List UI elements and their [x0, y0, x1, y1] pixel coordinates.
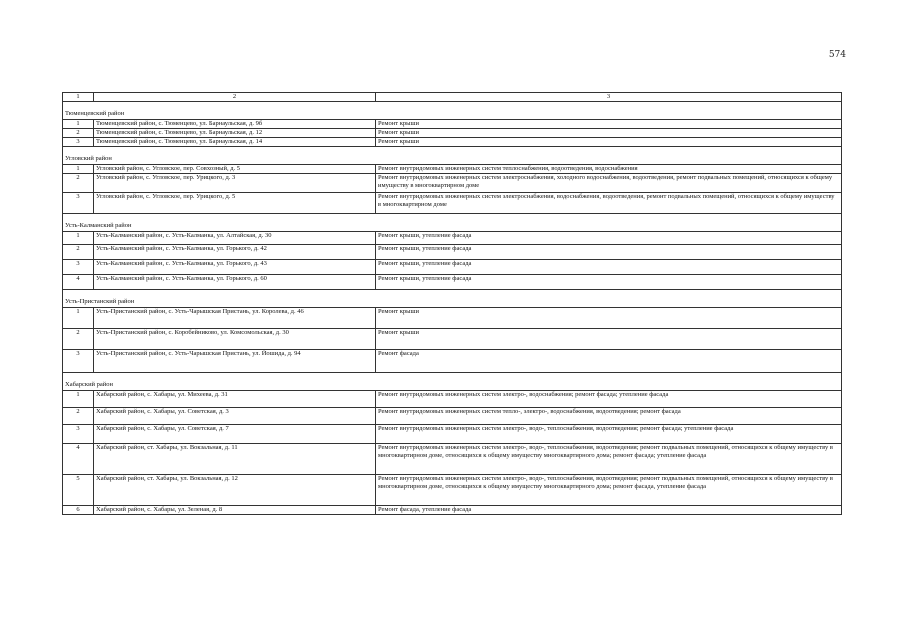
row-works: Ремонт внутридомовых инженерных систем электро-, водо-, теплоснабжения, водоотведения; ремонт подвальных помещений, относящихся к общему имуществу в многоквартирном доме, относящихся к общему имуществу многоквартирного дома; ремонт фасада, утепление фасада	[376, 475, 842, 506]
row-works: Ремонт внутридомовых инженерных систем электроснабжения, водоснабжения, водоотведения, ремонт подвальных помещений, относящихся к общему имуществу в многоквартирном доме	[376, 193, 842, 214]
table-row	[63, 408, 842, 425]
row-works: Ремонт внутридомовых инженерных систем теплоснабжения, водоотведения, водоснабжения	[376, 165, 842, 174]
row-number: 1	[63, 120, 94, 129]
table-row	[63, 120, 842, 129]
row-works: Ремонт фасада, утепление фасада	[376, 506, 842, 515]
district-row	[63, 290, 842, 308]
header-col-1: 1	[63, 93, 94, 102]
row-number: 3	[63, 425, 94, 444]
row-number: 6	[63, 506, 94, 515]
district-title: Усть-Пристанский район	[63, 290, 842, 308]
row-number: 5	[63, 475, 94, 506]
table-row	[63, 275, 842, 290]
row-number: 2	[63, 174, 94, 193]
table-row	[63, 329, 842, 350]
row-address: Хабарский район, ст. Хабары, ул. Вокзальная, д. 11	[94, 444, 376, 475]
table-row	[63, 165, 842, 174]
table-row	[63, 232, 842, 245]
row-works: Ремонт крыши	[376, 138, 842, 147]
page-number: 574	[828, 50, 846, 60]
row-number: 1	[63, 308, 94, 329]
row-address: Тюменцевский район, с. Тюменцево, ул. Барнаульская, д. 9б	[94, 120, 376, 129]
district-title: Усть-Калманский район	[63, 214, 842, 232]
row-address: Усть-Калманский район, с. Усть-Калманка, ул. Горького, д. 42	[94, 245, 376, 260]
row-address: Усть-Пристанский район, с. Усть-Чарышская Пристань, ул. Королева, д. 46	[94, 308, 376, 329]
district-row	[63, 214, 842, 232]
table-row	[63, 193, 842, 214]
works-table	[62, 92, 842, 515]
district-title: Тюменцевский район	[63, 102, 842, 120]
table-row	[63, 260, 842, 275]
row-number: 3	[63, 260, 94, 275]
row-works: Ремонт крыши, утепление фасада	[376, 232, 842, 245]
table-row	[63, 425, 842, 444]
table-row	[63, 350, 842, 373]
row-number: 2	[63, 329, 94, 350]
header-col-3: 3	[376, 93, 842, 102]
row-number: 2	[63, 408, 94, 425]
row-number: 2	[63, 245, 94, 260]
district-row	[63, 373, 842, 391]
row-number: 4	[63, 444, 94, 475]
row-address: Усть-Калманский район, с. Усть-Калманка, ул. Алтайская, д. 30	[94, 232, 376, 245]
row-address: Усть-Пристанский район, с. Усть-Чарышская Пристань, ул. Йошида, д. 94	[94, 350, 376, 373]
district-row	[63, 102, 842, 120]
row-works: Ремонт фасада	[376, 350, 842, 373]
table-row	[63, 444, 842, 475]
row-address: Хабарский район, ст. Хабары, ул. Вокзальная, д. 12	[94, 475, 376, 506]
row-number: 2	[63, 129, 94, 138]
row-number: 4	[63, 275, 94, 290]
row-address: Хабарский район, с. Хабары, ул. Зеленая, д. 8	[94, 506, 376, 515]
table-row	[63, 245, 842, 260]
row-address: Хабарский район, с. Хабары, ул. Советская, д. 7	[94, 425, 376, 444]
row-address: Угловский район, с. Угловское, пер. Урицкого, д. 3	[94, 174, 376, 193]
row-works: Ремонт крыши, утепление фасада	[376, 260, 842, 275]
district-title: Угловский район	[63, 147, 842, 165]
row-number: 3	[63, 138, 94, 147]
table-row	[63, 308, 842, 329]
header-col-2: 2	[94, 93, 376, 102]
row-address: Тюменцевский район, с. Тюменцево, ул. Барнаульская, д. 12	[94, 129, 376, 138]
row-works: Ремонт крыши	[376, 308, 842, 329]
table-row	[63, 174, 842, 193]
row-works: Ремонт внутридомовых инженерных систем электроснабжения, холодного водоснабжения, водоотведения, ремонт подвальных помещений, относящихся к общему имуществу в многоквартирном доме	[376, 174, 842, 193]
table-row	[63, 391, 842, 408]
row-address: Хабарский район, с. Хабары, ул. Михеева, д. 31	[94, 391, 376, 408]
row-number: 3	[63, 193, 94, 214]
row-works: Ремонт внутридомовых инженерных систем тепло-, электро-, водоснабжения, водоотведения; ремонт фасада	[376, 408, 842, 425]
row-address: Угловский район, с. Угловское, пер. Совхозный, д. 5	[94, 165, 376, 174]
district-row	[63, 147, 842, 165]
row-number: 1	[63, 165, 94, 174]
row-number: 1	[63, 391, 94, 408]
row-address: Угловский район, с. Угловское, пер. Урицкого, д. 5	[94, 193, 376, 214]
row-works: Ремонт внутридомовых инженерных систем электро-, водо-, теплоснабжения, водоотведения; ремонт подвальных помещений, относящихся к общему имуществу в многоквартирном доме, относящихся к общему имуществу многоквартирного дома; ремонт фасада; утепление фасада	[376, 444, 842, 475]
row-number: 3	[63, 350, 94, 373]
table-header-row	[63, 93, 842, 102]
row-works: Ремонт крыши	[376, 120, 842, 129]
row-address: Усть-Калманский район, с. Усть-Калманка, ул. Горького, д. 60	[94, 275, 376, 290]
row-works: Ремонт крыши	[376, 129, 842, 138]
row-address: Усть-Пристанский район, с. Коробейниково, ул. Комсомольская, д. 30	[94, 329, 376, 350]
row-works: Ремонт внутридомовых инженерных систем электро-, водоснабжения; ремонт фасада; утепление фасада	[376, 391, 842, 408]
district-title: Хабарский район	[63, 373, 842, 391]
row-works: Ремонт крыши, утепление фасада	[376, 245, 842, 260]
row-address: Тюменцевский район, с. Тюменцево, ул. Барнаульская, д. 14	[94, 138, 376, 147]
row-works: Ремонт внутридомовых инженерных систем электро-, водо-, теплоснабжения, водоотведения; ремонт фасада; утепление фасада	[376, 425, 842, 444]
table-row	[63, 506, 842, 515]
row-works: Ремонт крыши	[376, 329, 842, 350]
row-number: 1	[63, 232, 94, 245]
row-works: Ремонт крыши, утепление фасада	[376, 275, 842, 290]
table-row	[63, 475, 842, 506]
row-address: Хабарский район, с. Хабары, ул. Советская, д. 3	[94, 408, 376, 425]
table-row	[63, 138, 842, 147]
row-address: Усть-Калманский район, с. Усть-Калманка, ул. Горького, д. 43	[94, 260, 376, 275]
table-row	[63, 129, 842, 138]
